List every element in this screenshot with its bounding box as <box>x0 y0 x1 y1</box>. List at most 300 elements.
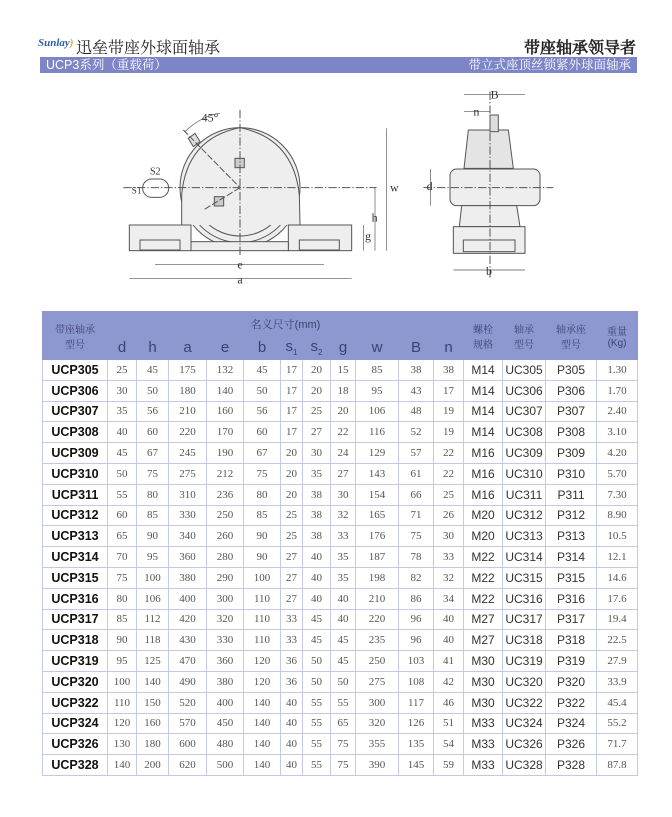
table-cell: 112 <box>137 609 169 630</box>
table-cell: 27 <box>331 463 356 484</box>
table-cell: 120 <box>108 713 137 734</box>
table-cell: 38 <box>303 505 331 526</box>
technical-drawing <box>100 85 560 295</box>
table-cell: 300 <box>356 692 399 713</box>
dim-symbol: B <box>410 339 421 356</box>
table-cell: 54 <box>434 734 464 755</box>
dim-symbol: s <box>285 338 294 355</box>
label-w: w <box>390 180 399 195</box>
table-cell: 60 <box>108 505 137 526</box>
front-view <box>123 110 399 286</box>
table-cell: 10.5 <box>597 526 638 547</box>
label-n: n <box>473 104 480 119</box>
table-cell: 40 <box>303 547 331 568</box>
table-row <box>43 547 638 568</box>
slogan: 带座轴承领导者 <box>523 40 636 57</box>
table-cell: P311 <box>546 484 597 505</box>
table-cell: P307 <box>546 401 597 422</box>
table-cell: 55 <box>303 713 331 734</box>
table-cell: P320 <box>546 671 597 692</box>
table-cell: P328 <box>546 755 597 776</box>
label-angle: 45° <box>201 110 219 125</box>
table-cell: 400 <box>207 692 244 713</box>
table-cell: M14 <box>464 422 503 443</box>
table-cell: 50 <box>108 463 137 484</box>
table-cell: 57 <box>399 443 434 464</box>
table-cell: 67 <box>244 443 281 464</box>
table-cell: 85 <box>108 609 137 630</box>
table-cell: UC313 <box>503 526 546 547</box>
table-cell: UC326 <box>503 734 546 755</box>
label-g: g <box>365 229 371 243</box>
table-cell: UC317 <box>503 609 546 630</box>
model-cell: UCP320 <box>43 671 108 692</box>
header-bearing-line1: 轴承 <box>514 324 535 336</box>
header-dims-group: 名义尺寸(mm) <box>108 312 464 336</box>
label-s2: S2 <box>150 166 161 178</box>
table-cell: 55.2 <box>597 713 638 734</box>
table-cell: 66 <box>399 484 434 505</box>
logo-text: Sunlay <box>38 37 70 49</box>
table-row <box>43 588 638 609</box>
table-cell: 80 <box>108 588 137 609</box>
table-row <box>43 651 638 672</box>
table-row <box>43 380 638 401</box>
table-cell: 50 <box>331 671 356 692</box>
dim-subscript: 2 <box>318 348 323 357</box>
table-cell: UC310 <box>503 463 546 484</box>
table-cell: 260 <box>207 526 244 547</box>
table-cell: P326 <box>546 734 597 755</box>
model-cell: UCP322 <box>43 692 108 713</box>
header-dim-s1 <box>281 336 303 360</box>
table-cell: M22 <box>464 547 503 568</box>
table-cell: 70 <box>108 547 137 568</box>
table-cell: 32 <box>331 505 356 526</box>
dimension-table <box>42 311 638 776</box>
table-cell: 42 <box>434 671 464 692</box>
table-cell: 4.20 <box>597 443 638 464</box>
table-cell: 80 <box>137 484 169 505</box>
table-cell: 17 <box>281 360 303 381</box>
page-title: 迅垒带座外球面轴承 <box>76 40 221 57</box>
header-model-line1: 带座轴承 <box>55 324 95 336</box>
table-cell: 5.70 <box>597 463 638 484</box>
table-cell: 275 <box>169 463 207 484</box>
table-cell: 78 <box>399 547 434 568</box>
table-cell: 50 <box>244 380 281 401</box>
table-cell: 400 <box>169 588 207 609</box>
table-cell: 22 <box>434 443 464 464</box>
table-cell: P318 <box>546 630 597 651</box>
table-row <box>43 484 638 505</box>
table-row <box>43 443 638 464</box>
table-cell: 140 <box>244 734 281 755</box>
table-cell: 118 <box>137 630 169 651</box>
label-b: b <box>486 264 492 278</box>
table-cell: 3.10 <box>597 422 638 443</box>
header-dim-d <box>108 336 137 360</box>
table-cell: 600 <box>169 734 207 755</box>
table-cell: P309 <box>546 443 597 464</box>
series-name: UCP3系列（重载荷） <box>46 58 167 72</box>
table-cell: 17 <box>434 380 464 401</box>
table-cell: 210 <box>356 588 399 609</box>
table-cell: 570 <box>169 713 207 734</box>
table-cell: 17 <box>281 401 303 422</box>
table-cell: 55 <box>108 484 137 505</box>
table-cell: 36 <box>281 651 303 672</box>
table-cell: 154 <box>356 484 399 505</box>
table-cell: 32 <box>434 567 464 588</box>
table-cell: 175 <box>169 360 207 381</box>
table-cell: M30 <box>464 692 503 713</box>
table-cell: 17 <box>281 380 303 401</box>
table-cell: 56 <box>137 401 169 422</box>
table-cell: M14 <box>464 360 503 381</box>
table-cell: 190 <box>207 443 244 464</box>
table-row <box>43 671 638 692</box>
table-cell: M33 <box>464 755 503 776</box>
table-cell: UC316 <box>503 588 546 609</box>
table-cell: 26 <box>434 505 464 526</box>
table-cell: 176 <box>356 526 399 547</box>
dim-symbol: n <box>444 339 453 356</box>
table-cell: M22 <box>464 567 503 588</box>
table-cell: 25 <box>281 505 303 526</box>
table-cell: 75 <box>399 526 434 547</box>
table-cell: 106 <box>356 401 399 422</box>
header-dim-B <box>399 336 434 360</box>
table-cell: 140 <box>244 713 281 734</box>
table-cell: 1.70 <box>597 380 638 401</box>
table-cell: P324 <box>546 713 597 734</box>
table-cell: 50 <box>137 380 169 401</box>
table-cell: 27 <box>281 588 303 609</box>
table-cell: 19.4 <box>597 609 638 630</box>
logo-swoosh-icon: ) <box>69 37 74 49</box>
table-cell: 220 <box>169 422 207 443</box>
table-cell: 24 <box>331 443 356 464</box>
header-dim-g <box>331 336 356 360</box>
header-dim-e <box>207 336 244 360</box>
table-cell: 150 <box>137 692 169 713</box>
table-cell: 100 <box>244 567 281 588</box>
table-cell: 330 <box>169 505 207 526</box>
table-row <box>43 755 638 776</box>
table-cell: 212 <box>207 463 244 484</box>
table-cell: 46 <box>434 692 464 713</box>
table-cell: 300 <box>207 588 244 609</box>
table-cell: 87.8 <box>597 755 638 776</box>
series-description: 带立式座顶丝锁紧外球面轴承 <box>468 58 631 72</box>
table-row <box>43 422 638 443</box>
table-cell: 40 <box>331 588 356 609</box>
table-cell: 45 <box>137 360 169 381</box>
table-cell: UC309 <box>503 443 546 464</box>
model-cell: UCP311 <box>43 484 108 505</box>
table-cell: 108 <box>399 671 434 692</box>
table-cell: 75 <box>331 734 356 755</box>
table-cell: 40 <box>303 588 331 609</box>
table-cell: UC308 <box>503 422 546 443</box>
table-cell: UC312 <box>503 505 546 526</box>
table-cell: 40 <box>331 609 356 630</box>
dim-symbol: w <box>371 339 383 356</box>
table-cell: 126 <box>399 713 434 734</box>
table-cell: 360 <box>207 651 244 672</box>
table-cell: 40 <box>281 713 303 734</box>
table-row <box>43 401 638 422</box>
table-cell: 140 <box>137 671 169 692</box>
table-cell: 130 <box>108 734 137 755</box>
header-weight-line1: 重量 <box>607 326 628 338</box>
header-dim-h <box>137 336 169 360</box>
table-cell: 198 <box>356 567 399 588</box>
table-cell: M33 <box>464 734 503 755</box>
table-cell: 40 <box>281 755 303 776</box>
table-cell: M16 <box>464 484 503 505</box>
table-cell: 55 <box>331 692 356 713</box>
table-cell: P312 <box>546 505 597 526</box>
table-cell: 22 <box>434 463 464 484</box>
table-cell: 160 <box>137 713 169 734</box>
table-cell: 160 <box>207 401 244 422</box>
header-weight <box>597 312 638 360</box>
table-row <box>43 526 638 547</box>
model-cell: UCP313 <box>43 526 108 547</box>
table-cell: 45 <box>244 360 281 381</box>
table-cell: 25 <box>281 526 303 547</box>
table-cell: 280 <box>207 547 244 568</box>
table-cell: 96 <box>399 609 434 630</box>
table-cell: 110 <box>244 588 281 609</box>
table-cell: 59 <box>434 755 464 776</box>
table-cell: M27 <box>464 609 503 630</box>
table-cell: 360 <box>169 547 207 568</box>
table-cell: 18 <box>331 380 356 401</box>
table-cell: 129 <box>356 443 399 464</box>
model-cell: UCP315 <box>43 567 108 588</box>
table-row <box>43 567 638 588</box>
table-cell: 110 <box>108 692 137 713</box>
dim-symbol: h <box>148 339 157 356</box>
model-cell: UCP324 <box>43 713 108 734</box>
model-cell: UCP328 <box>43 755 108 776</box>
header-model <box>43 312 108 360</box>
table-cell: 50 <box>303 651 331 672</box>
table-cell: 85 <box>356 360 399 381</box>
table-cell: 355 <box>356 734 399 755</box>
model-cell: UCP308 <box>43 422 108 443</box>
table-cell: UC320 <box>503 671 546 692</box>
header-housing-line1: 轴承座 <box>556 324 587 336</box>
table-cell: 30 <box>434 526 464 547</box>
table-cell: 143 <box>356 463 399 484</box>
table-cell: P305 <box>546 360 597 381</box>
table-cell: 34 <box>434 588 464 609</box>
table-cell: 51 <box>434 713 464 734</box>
table-cell: UC306 <box>503 380 546 401</box>
table-cell: 38 <box>303 526 331 547</box>
table-cell: 470 <box>169 651 207 672</box>
label-B: B <box>490 87 499 102</box>
table-cell: 320 <box>207 609 244 630</box>
table-cell: 8.90 <box>597 505 638 526</box>
table-cell: P322 <box>546 692 597 713</box>
model-cell: UCP326 <box>43 734 108 755</box>
table-cell: 125 <box>137 651 169 672</box>
table-cell: 20 <box>281 484 303 505</box>
table-cell: M20 <box>464 526 503 547</box>
table-cell: 30 <box>108 380 137 401</box>
table-cell: 75 <box>108 567 137 588</box>
table-row <box>43 713 638 734</box>
table-cell: M22 <box>464 588 503 609</box>
header-weight-line2: (Kg) <box>607 337 627 349</box>
table-cell: 140 <box>108 755 137 776</box>
table-cell: 67 <box>137 443 169 464</box>
table-cell: 65 <box>108 526 137 547</box>
header-bearing <box>503 312 546 360</box>
table-cell: 520 <box>169 692 207 713</box>
table-cell: 71.7 <box>597 734 638 755</box>
table-cell: 25 <box>108 360 137 381</box>
table-cell: 65 <box>331 713 356 734</box>
table-cell: 380 <box>207 671 244 692</box>
series-bar <box>40 57 637 73</box>
table-cell: UC328 <box>503 755 546 776</box>
table-cell: 145 <box>399 755 434 776</box>
table-cell: 95 <box>356 380 399 401</box>
table-cell: 55 <box>303 755 331 776</box>
table-cell: M14 <box>464 401 503 422</box>
table-cell: 45.4 <box>597 692 638 713</box>
label-s1: S1 <box>131 186 142 197</box>
table-cell: 340 <box>169 526 207 547</box>
table-cell: 38 <box>303 484 331 505</box>
model-cell: UCP309 <box>43 443 108 464</box>
table-cell: M16 <box>464 463 503 484</box>
model-cell: UCP319 <box>43 651 108 672</box>
header-dim-b <box>244 336 281 360</box>
table-cell: 22.5 <box>597 630 638 651</box>
label-d: d <box>426 179 433 193</box>
table-cell: 490 <box>169 671 207 692</box>
table-cell: 40 <box>108 422 137 443</box>
table-cell: M27 <box>464 630 503 651</box>
table-cell: 430 <box>169 630 207 651</box>
table-cell: 25 <box>434 484 464 505</box>
table-row <box>43 692 638 713</box>
model-cell: UCP310 <box>43 463 108 484</box>
table-cell: 36 <box>281 671 303 692</box>
header-bolt-line2: 规格 <box>473 339 494 351</box>
table-cell: P313 <box>546 526 597 547</box>
header-bolt-line1: 螺栓 <box>473 324 494 336</box>
table-cell: 14.6 <box>597 567 638 588</box>
label-a: a <box>237 272 243 287</box>
table-cell: 85 <box>137 505 169 526</box>
table-cell: 22 <box>331 422 356 443</box>
table-cell: 290 <box>207 567 244 588</box>
table-cell: 90 <box>137 526 169 547</box>
dim-symbol: b <box>257 339 267 356</box>
table-row <box>43 360 638 381</box>
table-cell: 90 <box>244 526 281 547</box>
model-cell: UCP318 <box>43 630 108 651</box>
table-cell: 33 <box>281 630 303 651</box>
dim-symbol: d <box>117 339 127 356</box>
table-cell: UC318 <box>503 630 546 651</box>
table-cell: 45 <box>303 630 331 651</box>
dim-symbol: s <box>310 338 319 355</box>
table-cell: 75 <box>331 755 356 776</box>
table-cell: P310 <box>546 463 597 484</box>
table-cell: 60 <box>244 422 281 443</box>
table-cell: 38 <box>399 360 434 381</box>
table-cell: 20 <box>281 463 303 484</box>
header-dim-n <box>434 336 464 360</box>
header-bearing-line2: 型号 <box>514 339 535 351</box>
table-cell: 116 <box>356 422 399 443</box>
table-cell: 27 <box>281 547 303 568</box>
table-cell: 250 <box>356 651 399 672</box>
table-cell: 41 <box>434 651 464 672</box>
table-cell: M16 <box>464 443 503 464</box>
table-cell: 35 <box>331 567 356 588</box>
table-cell: 40 <box>281 734 303 755</box>
table-cell: 55 <box>303 692 331 713</box>
table-cell: 40 <box>303 567 331 588</box>
table-cell: P306 <box>546 380 597 401</box>
table-row <box>43 505 638 526</box>
header-dim-a <box>169 336 207 360</box>
table-cell: 20 <box>303 360 331 381</box>
table-cell: 40 <box>281 692 303 713</box>
table-cell: 38 <box>434 360 464 381</box>
table-cell: P314 <box>546 547 597 568</box>
table-cell: 140 <box>207 380 244 401</box>
model-cell: UCP316 <box>43 588 108 609</box>
table-cell: 75 <box>244 463 281 484</box>
dim-symbol: g <box>338 339 348 356</box>
table-cell: 48 <box>399 401 434 422</box>
table-cell: 35 <box>331 547 356 568</box>
table-cell: 15 <box>331 360 356 381</box>
dim-symbol: e <box>220 339 230 356</box>
table-cell: 17.6 <box>597 588 638 609</box>
table-cell: 33 <box>281 609 303 630</box>
table-cell: M30 <box>464 671 503 692</box>
table-cell: 120 <box>244 671 281 692</box>
table-cell: 220 <box>356 609 399 630</box>
table-cell: 27.9 <box>597 651 638 672</box>
table-cell: 43 <box>399 380 434 401</box>
table-cell: 27 <box>303 422 331 443</box>
label-h: h <box>371 210 378 225</box>
header-housing-line2: 型号 <box>561 339 582 351</box>
table-cell: M14 <box>464 380 503 401</box>
table-cell: 60 <box>137 422 169 443</box>
table-cell: 380 <box>169 567 207 588</box>
model-cell: UCP307 <box>43 401 108 422</box>
table-cell: 165 <box>356 505 399 526</box>
model-cell: UCP314 <box>43 547 108 568</box>
dim-symbol: a <box>183 339 192 356</box>
table-cell: 33 <box>331 526 356 547</box>
table-cell: UC305 <box>503 360 546 381</box>
